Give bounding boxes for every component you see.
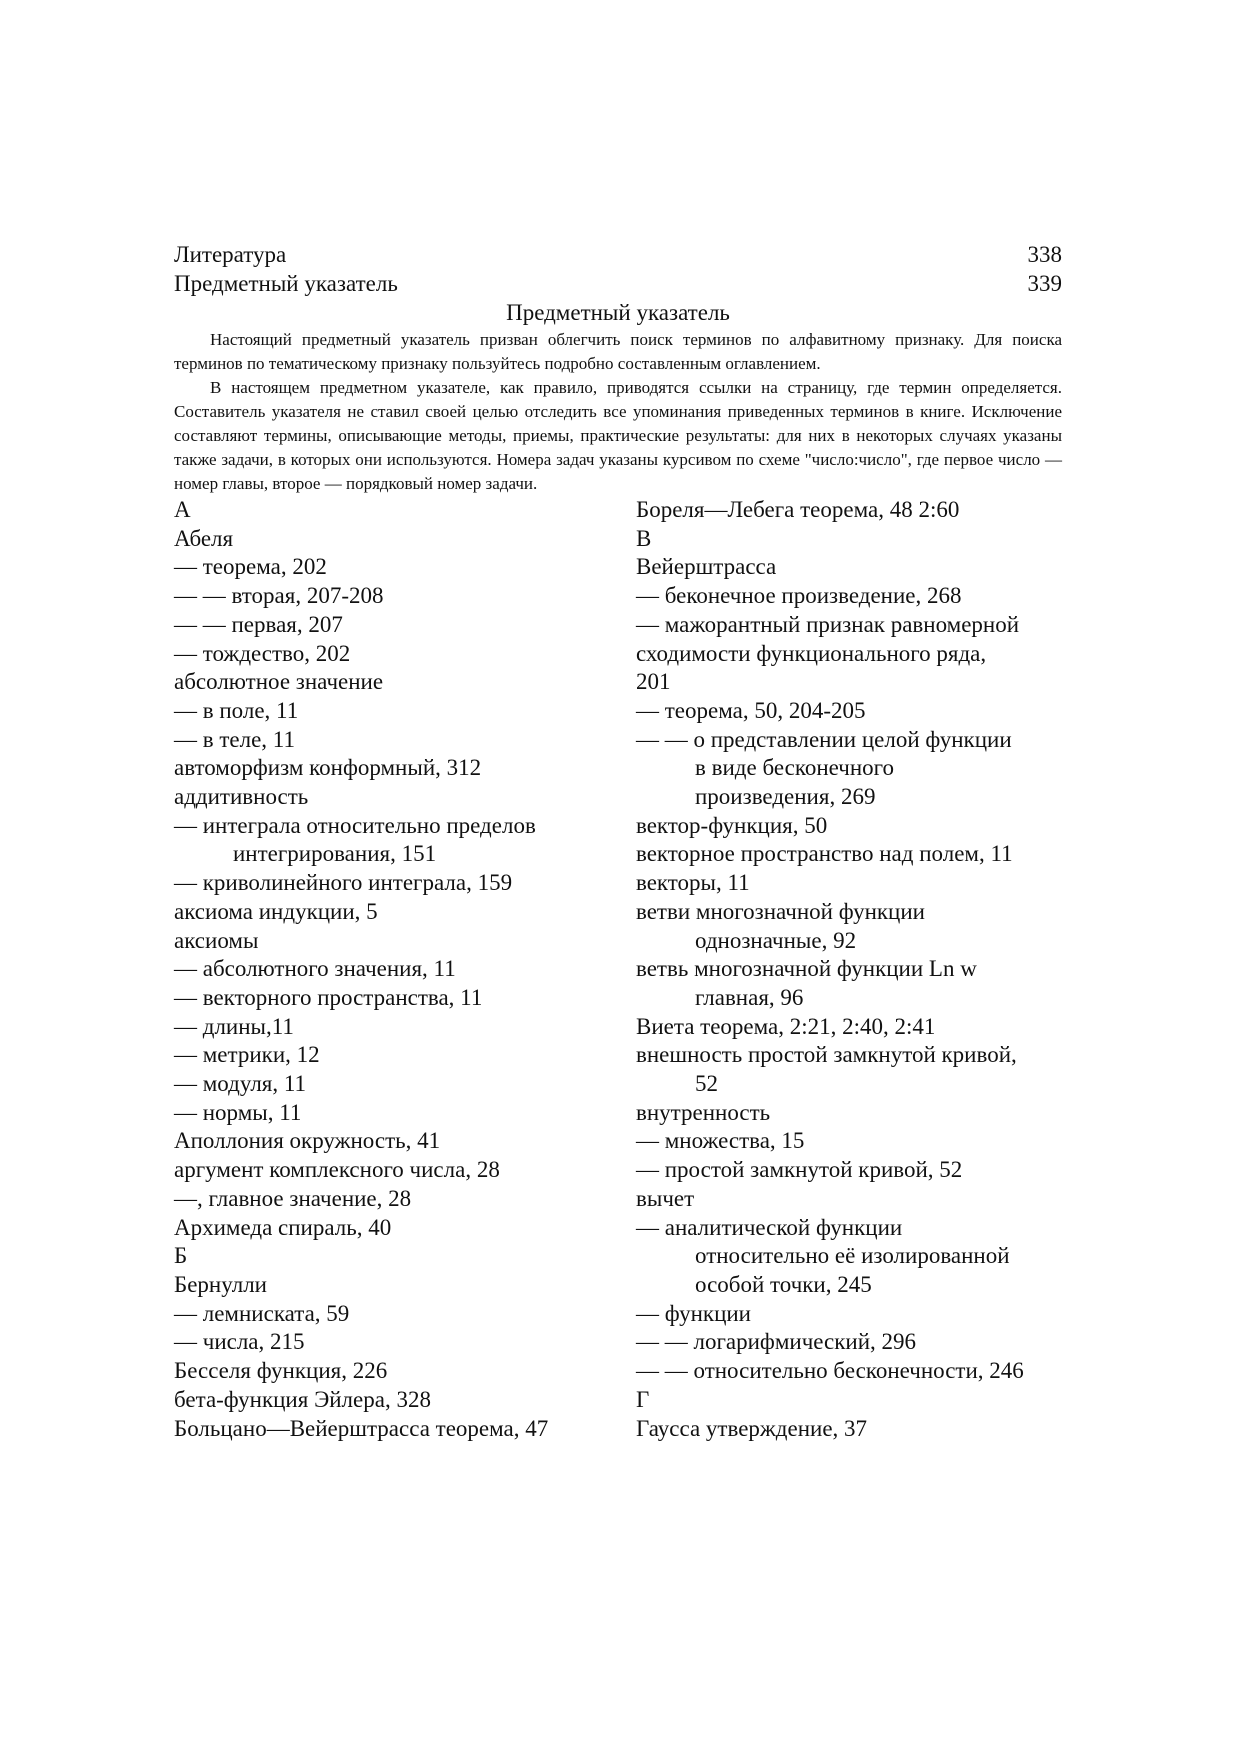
- index-entry: ветви многозначной функции: [636, 898, 925, 924]
- index-entry: — абсолютного значения, 11: [174, 956, 456, 982]
- section-heading: Предметный указатель: [506, 300, 730, 325]
- intro-text: [174, 328, 1062, 496]
- index-entry: — — относительно бесконечности, 246: [636, 1358, 1024, 1384]
- index-entry: абсолютное значение: [174, 669, 384, 695]
- toc-row: [174, 269, 1062, 298]
- index-entry: — простой замкнутой кривой, 52: [636, 1157, 963, 1183]
- index-entry: вектор-функция, 50: [636, 812, 828, 838]
- index-entry: произведения, 269: [695, 784, 876, 810]
- intro-paragraph: В настоящем предметном указателе, как правило, приводятся ссылки на страницу, где термин определяется. Составитель указателя не ставил своей целью отследить все упоминания приведенных терминов в книге. Исключение составляют термины, описывающие методы, приемы, практические результаты: для них в некоторых случаях указаны также задачи, в которых они используются. Номера задач указаны курсивом по схеме "число:число", где первое число — номер главы, второе — порядковый номер задачи.: [174, 378, 1062, 493]
- index-entry: — лемниската, 59: [174, 1300, 350, 1326]
- index-entry: —, главное значение, 28: [174, 1185, 412, 1211]
- toc-label: Предметный указатель: [174, 271, 398, 296]
- index-entry: Бореля—Лебега теорема, 48 2:60: [636, 497, 960, 522]
- index-entry: бета-функция Эйлера, 328: [174, 1386, 431, 1412]
- toc-page-number: 339: [1027, 271, 1062, 296]
- index-entry: Бесселя функция, 226: [174, 1358, 388, 1384]
- index-entry: главная, 96: [695, 984, 804, 1010]
- index-entry: — мажорантный признак равномерной: [636, 611, 1020, 637]
- index-entry: векторное пространство над полем, 11: [636, 841, 1013, 867]
- index-entry: — тождество, 202: [174, 640, 351, 666]
- index-entry: Гаусса утверждение, 37: [636, 1415, 868, 1441]
- index-entry: — в теле, 11: [174, 726, 295, 752]
- index-entry: 201: [636, 669, 671, 695]
- index-entry: аксиомы: [174, 927, 259, 953]
- index-entry: ветвь многозначной функции Ln w: [636, 956, 977, 982]
- index-entry: — числа, 215: [174, 1329, 305, 1355]
- toc-row: [174, 240, 1062, 269]
- index-entry: — — логарифмический, 296: [636, 1329, 917, 1355]
- index-entry: — — о представлении целой функции: [636, 726, 1012, 752]
- index-entry: В: [636, 525, 652, 551]
- index-columns: [174, 496, 1062, 1443]
- index-entry: Виета теорема, 2:21, 2:40, 2:41: [636, 1013, 936, 1039]
- index-entry: интегрирования, 151: [233, 841, 437, 867]
- index-entry: аксиома индукции, 5: [174, 898, 378, 924]
- index-entry: вычет: [636, 1185, 695, 1211]
- index-entry: внешность простой замкнутой кривой,: [636, 1042, 1017, 1068]
- index-entry: Больцано—Вейерштрасса теорема, 47: [174, 1415, 549, 1441]
- index-entry: Абеля: [174, 525, 234, 551]
- intro-paragraph: Настоящий предметный указатель призван облегчить поиск терминов по алфавитному признаку. Для поиска терминов по тематическому признаку пользуйтесь подробно составленным оглавлением.: [174, 330, 1062, 373]
- index-entry: — векторного пространства, 11: [174, 984, 483, 1010]
- index-entry: — — первая, 207: [174, 611, 343, 637]
- index-entry: — теорема, 202: [174, 554, 327, 580]
- index-entry: Архимеда спираль, 40: [174, 1214, 392, 1240]
- toc-label: Литература: [174, 242, 287, 267]
- index-entry: в виде бесконечного: [695, 755, 895, 781]
- index-entry: А: [174, 497, 191, 522]
- index-entry: особой точки, 245: [695, 1271, 872, 1297]
- index-entry: — длины,11: [174, 1013, 294, 1039]
- index-entry: — нормы, 11: [174, 1099, 302, 1125]
- index-entry: относительно её изолированной: [695, 1243, 1010, 1269]
- index-entry: — модуля, 11: [174, 1071, 307, 1097]
- index-entry: Вейерштрасса: [636, 554, 777, 580]
- index-entry: аргумент комплексного числа, 28: [174, 1157, 500, 1183]
- index-entry: векторы, 11: [636, 870, 750, 896]
- index-entry: Бернулли: [174, 1271, 267, 1297]
- index-entry: аддитивность: [174, 784, 309, 810]
- index-entry: — — вторая, 207-208: [174, 583, 384, 609]
- document-page: [174, 240, 1062, 1443]
- index-entry: — беконечное произведение, 268: [636, 583, 962, 609]
- index-entry: автоморфизм конформный, 312: [174, 755, 482, 781]
- index-entry: — метрики, 12: [174, 1042, 320, 1068]
- index-entry: Аполлония окружность, 41: [174, 1128, 441, 1154]
- index-entry: сходимости функционального ряда,: [636, 640, 987, 666]
- index-entry: — теорема, 50, 204-205: [636, 697, 866, 723]
- toc-page-number: 338: [1027, 242, 1062, 267]
- index-entry: — множества, 15: [636, 1128, 805, 1154]
- index-entry: Г: [636, 1386, 650, 1412]
- index-entry: — функции: [636, 1300, 751, 1326]
- index-entry: — интеграла относительно пределов: [174, 812, 536, 838]
- index-entry: — криволинейного интеграла, 159: [174, 870, 513, 896]
- index-entry: однозначные, 92: [695, 927, 857, 953]
- index-column-right: [636, 496, 1062, 1443]
- index-entry: — аналитической функции: [636, 1214, 903, 1240]
- index-entry: 52: [695, 1071, 718, 1097]
- index-entry: Б: [174, 1243, 188, 1269]
- index-entry: внутренность: [636, 1099, 771, 1125]
- index-entry: — в поле, 11: [174, 697, 299, 723]
- index-column-left: [174, 496, 636, 1443]
